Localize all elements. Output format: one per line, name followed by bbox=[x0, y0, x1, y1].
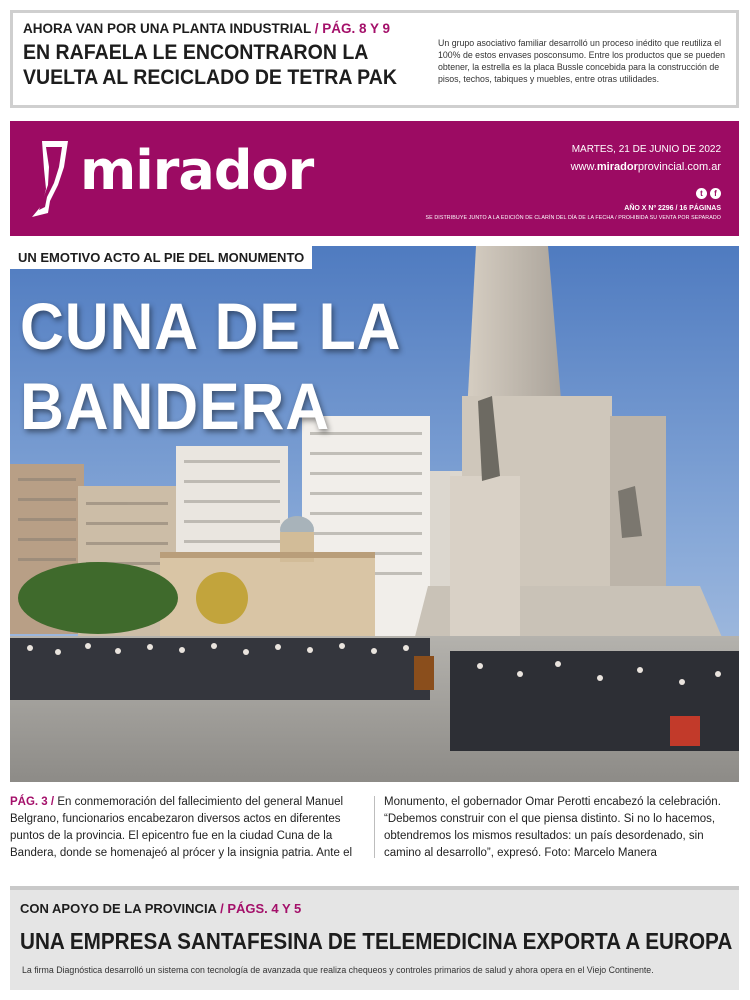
lead-headline-line1: CUNA DE LA bbox=[20, 289, 402, 363]
top-headline[interactable] bbox=[23, 40, 395, 90]
top-headline-line2: VUELTA AL RECICLADO DE TETRA PAK bbox=[23, 66, 397, 89]
masthead bbox=[10, 121, 739, 236]
top-headline-line1: EN RAFAELA LE ENCONTRARON LA bbox=[23, 41, 369, 64]
logo-wordmark[interactable]: mirador bbox=[80, 139, 314, 202]
site-prefix: www. bbox=[570, 161, 597, 173]
facebook-icon[interactable]: f bbox=[710, 188, 721, 199]
edition-date: MARTES, 21 DE JUNIO DE 2022 bbox=[571, 144, 721, 155]
top-kicker bbox=[23, 21, 390, 36]
bottom-summary: La firma Diagnóstica desarrolló un sistema con tecnología de avanzada que realiza chequeos y controles primarios de salud y ahora opera en el Viejo Continente. bbox=[22, 965, 654, 975]
website-link[interactable] bbox=[571, 161, 721, 173]
top-summary: Un grupo asociativo familiar desarrolló un proceso inédito que reutiliza el 100% de estos envases posconsumo. Entre los productos que se pueden obtener, la estrella es la placa Bussle concebida para la construcción de pisos, techos, tabiques y muebles, entre otras utilidades. bbox=[438, 38, 726, 84]
bottom-story[interactable] bbox=[10, 886, 739, 990]
bottom-headline[interactable]: UNA EMPRESA SANTAFESINA DE TELEMEDICINA EXPORTA A EUROPA bbox=[20, 928, 733, 954]
logo-mark-icon bbox=[28, 139, 76, 219]
top-kicker-text: AHORA VAN POR UNA PLANTA INDUSTRIAL bbox=[23, 21, 311, 36]
site-brand: mirador bbox=[596, 161, 638, 173]
twitter-icon[interactable]: t bbox=[696, 188, 707, 199]
lead-photo[interactable] bbox=[10, 246, 739, 782]
lead-caption-right: Monumento, el gobernador Omar Perotti encabezó la celebración. “Debemos construir con el que piensa distinto. Si no lo hacemos, obtendremos los mismos resultados: un país desordenado, sin camino al desarrollo”, expresó. Foto: Marcelo Manera bbox=[384, 796, 721, 859]
lead-kicker: UN EMOTIVO ACTO AL PIE DEL MONUMENTO bbox=[10, 246, 312, 269]
top-teaser[interactable] bbox=[10, 10, 739, 108]
column-divider bbox=[374, 796, 375, 858]
issue-info: AÑO X Nº 2296 / 16 PÁGINAS bbox=[624, 205, 721, 212]
bottom-page-ref[interactable]: / PÁGS. 4 Y 5 bbox=[220, 901, 302, 916]
lead-headline-line2: BANDERA bbox=[20, 369, 331, 443]
distribution-note: SE DISTRIBUYE JUNTO A LA EDICIÓN DE CLARÍN DEL DÍA DE LA FECHA / PROHIBIDA SU VENTA POR SEPARADO bbox=[425, 215, 721, 221]
lead-headline[interactable] bbox=[20, 286, 425, 446]
bottom-kicker bbox=[20, 901, 301, 916]
lead-caption-left bbox=[10, 794, 368, 862]
site-suffix: provincial.com.ar bbox=[637, 161, 721, 173]
top-page-ref[interactable]: / PÁG. 8 Y 9 bbox=[314, 21, 391, 36]
bottom-kicker-text: CON APOYO DE LA PROVINCIA bbox=[20, 901, 217, 916]
lead-caption-left-text: En conmemoración del fallecimiento del general Manuel Belgrano, funcionarios encabezaron diversos actos en diferentes puntos de la provincia. El epicentro fue en la ciudad Cuna de la Bandera, donde se homenajeó al prócer y la insignia patria. Ante el bbox=[10, 796, 353, 859]
lead-page-ref[interactable]: PÁG. 3 / bbox=[10, 796, 55, 808]
social-links bbox=[696, 188, 721, 199]
